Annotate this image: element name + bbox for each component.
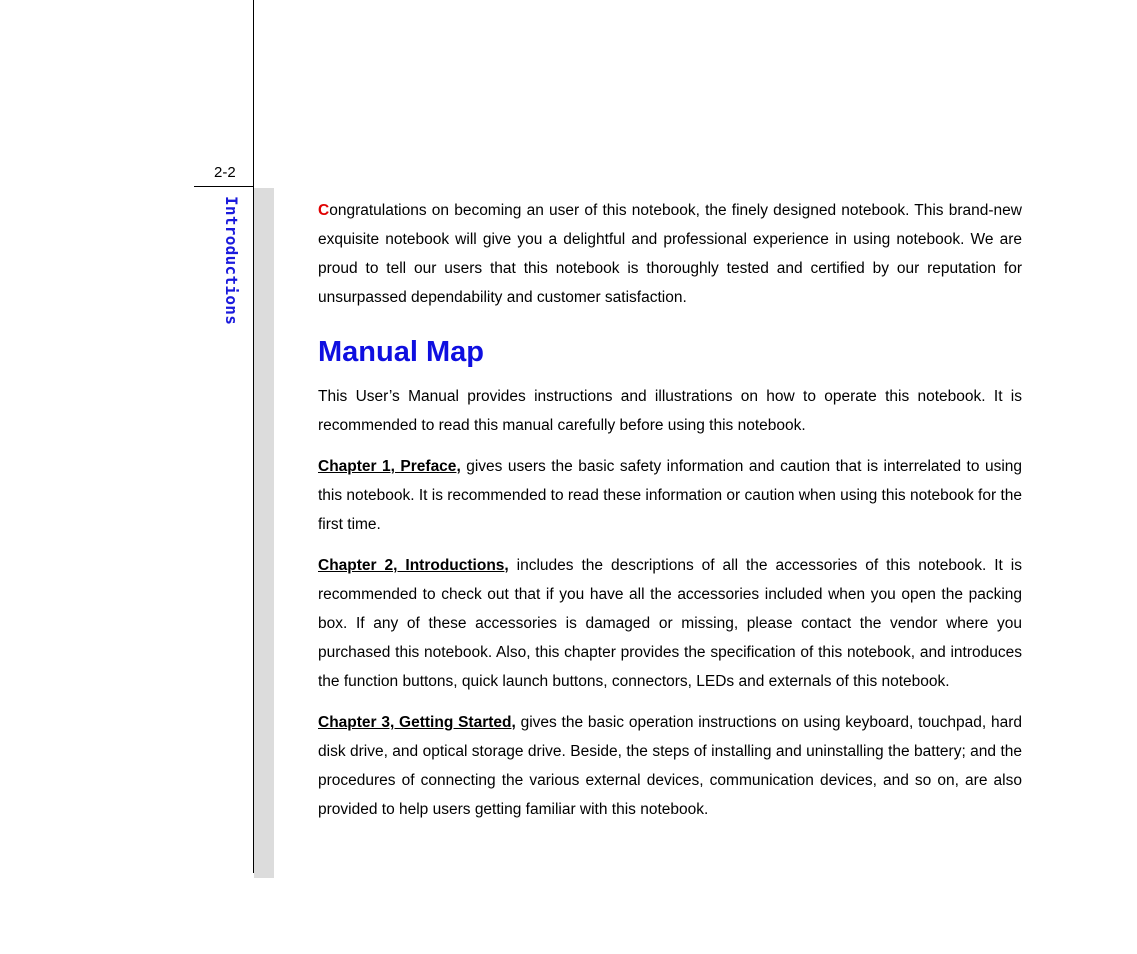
chapter-2-title: Chapter 2, Introductions xyxy=(318,557,505,574)
chapter-3-text: gives the basic operation instructions on using keyboard, touchpad, hard disk drive, and optical storage drive. Beside, the steps of installing and uninstalling the battery; and the procedures of connecting the various external devices, communication devices, and so on, are also provided to help users getting familiar with this notebook. xyxy=(318,714,1022,818)
manual-map-intro: This User’s Manual provides instructions and illustrations on how to operate this notebook. It is recommended to read this manual carefully before using this notebook. xyxy=(318,388,1022,434)
chapter-2-separator: , xyxy=(504,557,509,574)
chapter-2-text: includes the descriptions of all the accessories of this notebook. It is recommended to check out that if you have all the accessories included when you open the packing box. If any of these accessories is damaged or missing, please contact the vendor where you purchased this notebook. Also, this chapter provides the specification of this notebook, and introduces the function buttons, quick launch buttons, connectors, LEDs and externals of this notebook. xyxy=(318,557,1022,690)
chapter-1-title: Chapter 1, Preface xyxy=(318,458,457,475)
chapter-3-title: Chapter 3, Getting Started xyxy=(318,714,512,731)
side-gray-bar xyxy=(254,188,274,878)
chapter-3-separator: , xyxy=(511,714,516,731)
intro-paragraph xyxy=(318,196,1022,312)
chapter-3-paragraph xyxy=(318,708,1022,824)
chapter-1-separator: , xyxy=(456,458,461,475)
chapter-1-text: gives users the basic safety information and caution that is interrelated to using this notebook. It is recommended to read these information or caution when using this notebook for the first time. xyxy=(318,458,1023,533)
page-number-rule xyxy=(194,186,254,187)
chapter-1-paragraph xyxy=(318,452,1022,539)
manual-map-heading: Manual Map xyxy=(318,336,484,368)
section-side-title: Introductions xyxy=(222,196,241,326)
page-content xyxy=(318,196,1022,836)
intro-first-letter: C xyxy=(318,202,330,219)
chapter-2-paragraph xyxy=(318,551,1022,696)
page-number: 2-2 xyxy=(214,164,236,181)
intro-text: ongratulations on becoming an user of this notebook, the finely designed notebook. This brand-new exquisite notebook will give you a delightful and professional experience in using notebook. We are proud to tell our users that this notebook is thoroughly tested and certified by our reputation for unsurpassed dependability and customer satisfaction. xyxy=(318,202,1022,306)
